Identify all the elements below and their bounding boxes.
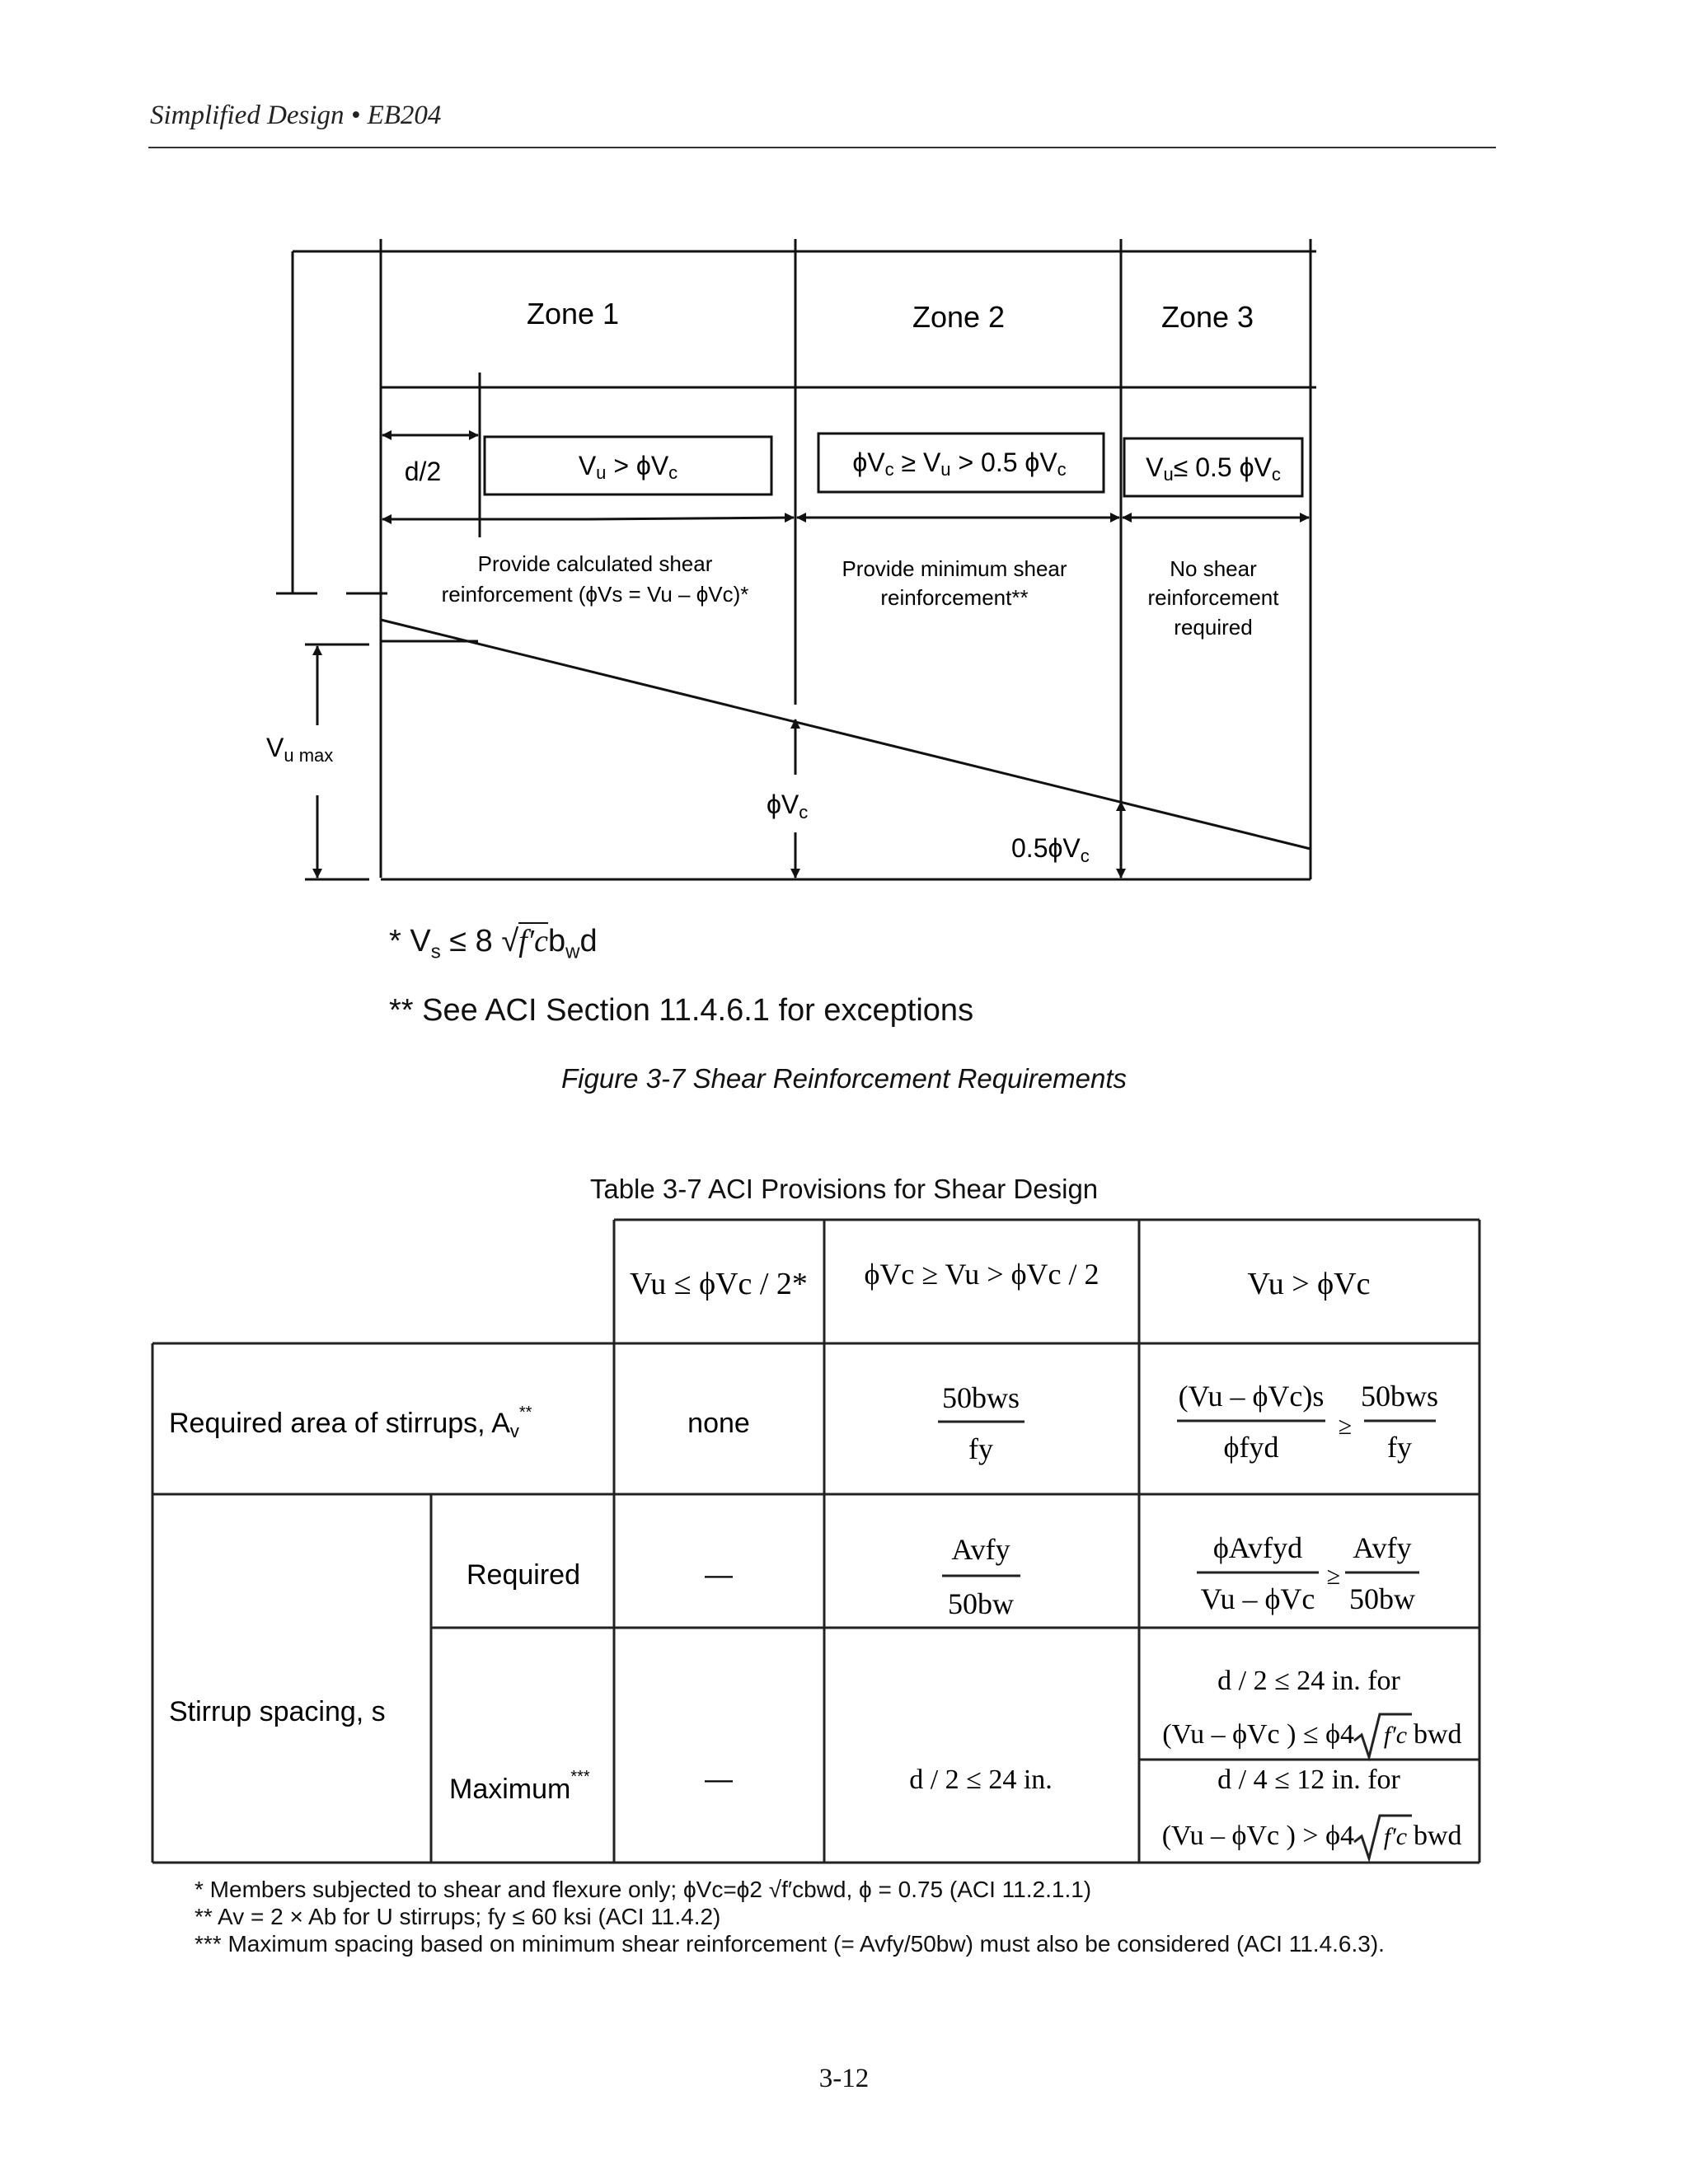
row-maximum-col3a-line-2: (Vu – ϕVc ) ≤ ϕ4 (1162, 1719, 1354, 1750)
zone-2-description-line-2: reinforcement** (880, 585, 1029, 610)
table-footnote-2: ** Av = 2 × Ab for U stirrups; fy ≤ 60 ksi (ACI 11.4.2) (195, 1904, 721, 1929)
zone-2-label: Zone 2 (912, 300, 1006, 334)
row-maximum-col1: — (705, 1764, 733, 1795)
row-required-col3-denominator: Vu – ϕVc (1200, 1582, 1315, 1615)
row-area-col1: none (687, 1408, 750, 1439)
col-header-2: ϕVc ≥ Vu > ϕVc / 2 (864, 1258, 1100, 1291)
zone-2-condition: ϕVc ≥ Vu > 0.5 ϕVc (852, 448, 1067, 480)
row-spacing-label: Stirrup spacing, s (169, 1696, 386, 1727)
row-area-col2-numerator: 50bws (941, 1381, 1020, 1414)
figure-note-2: ** See ACI Section 11.4.6.1 for exceptions (389, 993, 974, 1028)
zone-1-description-line-1: Provide calculated shear (477, 551, 713, 576)
zone-3-description-line-3: required (1174, 615, 1253, 640)
row-required-col2-denominator: 50bw (948, 1587, 1014, 1620)
row-area-col2-denominator: fy (968, 1432, 993, 1465)
row-area-col3-denominator: ϕfyd (1223, 1431, 1279, 1464)
row-required-col3-ge: ≥ (1326, 1563, 1341, 1590)
zone-3-description-line-1: No shear (1170, 556, 1257, 581)
row-area-col3-denominator-2: fy (1387, 1431, 1412, 1464)
zone-3-label: Zone 3 (1160, 300, 1254, 334)
zone-2-description-line-1: Provide minimum shear (842, 556, 1067, 581)
table-footnote-3: *** Maximum spacing based on minimum shear reinforcement (= Avfy/50bw) must also be considered (ACI 11.4.6.3). (195, 1931, 1385, 1957)
row-maximum-col3b-fc: f′c (1383, 1823, 1408, 1850)
table-title: Table 3-7 ACI Provisions for Shear Design (589, 1174, 1099, 1204)
row-required-col2-numerator: Avfy (951, 1533, 1010, 1566)
row-required-col3-numerator-2: Avfy (1353, 1531, 1412, 1564)
row-area-col3-numerator: (Vu – ϕVc)s (1178, 1380, 1325, 1413)
row-maximum-col3b-line-2: (Vu – ϕVc ) > ϕ4 (1161, 1821, 1354, 1851)
row-maximum-label: Maximum*** (449, 1768, 590, 1805)
shear-zone-diagram (0, 0, 1688, 923)
zone-3-description-line-2: reinforcement (1147, 585, 1279, 610)
row-required-col1: — (705, 1559, 733, 1591)
zone-1-condition: Vu > ϕVc (578, 451, 678, 483)
zone-1-description-line-2: reinforcement (ϕVs = Vu – ϕVc)* (441, 582, 749, 607)
row-maximum-col3a-fc: f′c (1383, 1722, 1408, 1749)
table-footnote-1: * Members subjected to shear and flexure only; ϕVc=ϕ2 √f′cbwd, ϕ = 0.75 (ACI 11.2.1.1) (195, 1877, 1092, 1902)
phi-vc-label: ϕVc (767, 790, 809, 823)
vu-max-label: Vu max (266, 733, 334, 766)
page-number: 3-12 (818, 2064, 870, 2093)
row-required-col3-denominator-2: 50bw (1349, 1582, 1415, 1615)
row-maximum-col3b-line-1: d / 4 ≤ 12 in. for (1217, 1765, 1400, 1795)
row-area-col3-numerator-2: 50bws (1360, 1380, 1439, 1413)
zone-1-label: Zone 1 (526, 297, 620, 330)
row-maximum-col3a-line-1: d / 2 ≤ 24 in. for (1217, 1666, 1400, 1696)
shear-design-table (0, 1212, 1688, 1871)
row-maximum-col2: d / 2 ≤ 24 in. (909, 1765, 1053, 1795)
col-header-1: Vu ≤ ϕVc / 2* (630, 1267, 808, 1301)
d-half-label: d/2 (404, 457, 442, 486)
row-required-label: Required (467, 1559, 580, 1591)
row-maximum-col3b-bwd: bwd (1414, 1821, 1462, 1851)
row-area-label: Required area of stirrups, Av** (169, 1404, 532, 1441)
row-maximum-col3a-bwd: bwd (1414, 1719, 1462, 1750)
row-required-col3-numerator: ϕAvfyd (1212, 1531, 1303, 1564)
zone-3-condition: Vu≤ 0.5 ϕVc (1146, 452, 1281, 485)
half-phi-vc-label: 0.5ϕVc (1011, 833, 1090, 866)
figure-caption: Figure 3-7 Shear Reinforcement Requirements (561, 1063, 1127, 1094)
col-header-3: Vu > ϕVc (1247, 1267, 1371, 1301)
running-header: Simplified Design • EB204 (150, 101, 442, 130)
figure-note-1: * $V_s \le 8$ $√f'cb_wd$ (389, 924, 598, 963)
row-area-col3-ge: ≥ (1338, 1413, 1353, 1440)
